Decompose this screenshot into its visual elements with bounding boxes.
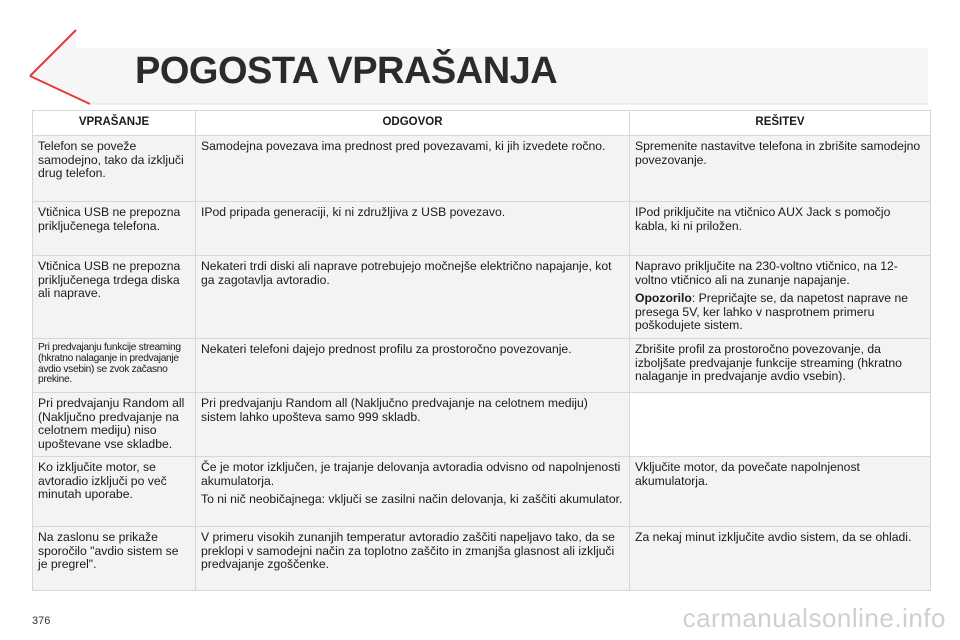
table-row (33, 527, 931, 591)
solution-cell: Spremenite nastavitve telefona in zbrišite samodejno povezovanje. (630, 136, 931, 202)
page-title: POGOSTA VPRAŠANJA (135, 50, 558, 92)
question-cell: Ko izklјučite motor, se avtoradio izklјuči po več minutah uporabe. (33, 457, 196, 527)
question-cell: Vtičnica USB ne prepozna priključenega trdega diska ali naprave. (33, 256, 196, 339)
solution-cell: Vklјučite motor, da povečate napolnjenost akumulatorja. (630, 457, 931, 527)
header-answer: ODGOVOR (196, 111, 630, 136)
answer-cell: Pri predvajanju Random all (Naključno predvajanje na celotnem mediju) sistem lahko upošteva samo 999 skladb. (196, 393, 630, 457)
page-number: 376 (32, 615, 51, 627)
solution-cell: Napravo priključite na 230-voltno vtičnico, na 12-voltno vtičnico ali na zunanje napajanje. Opozorilo: Prepričajte se, da napetost naprave ne presega 5V, ker lahko v nasprotnem primeru poškodujete sistem. (630, 256, 931, 339)
answer-cell: Samodejna povezava ima prednost pred povezavami, ki jih izvedete ročno. (196, 136, 630, 202)
watermark: carmanualsonline.info (682, 603, 946, 633)
warning-text: : Prepričajte se, da napetost naprave ne presega 5V, ker lahko v nasprotnem primeru poškodujete sistem. (635, 291, 909, 332)
answer-cell: Nekateri telefoni dajejo prednost profilu za prostoročno povezovanje. (196, 339, 630, 393)
question-cell: Vtičnica USB ne prepozna priključenega telefona. (33, 202, 196, 256)
header-question: VPRAŠANJE (33, 111, 196, 136)
table-row (33, 457, 931, 527)
table-row (33, 202, 931, 256)
faq-table (32, 110, 931, 591)
answer-cell: V primeru visokih zunanjih temperatur avtoradio zaščiti napeljavo tako, da se preklopi v samodejni način za toplotno zaščito in zmanjša glasnost ali izklјuči predvajanje zgoščenke. (196, 527, 630, 591)
table-row (33, 393, 931, 457)
table-row (33, 256, 931, 339)
question-cell: Pri predvajanju Random all (Naključno predvajanje na celotnem mediju) niso upoštevane vse skladbe. (33, 393, 196, 457)
solution-cell (630, 393, 931, 457)
question-cell: Pri predvajanju funkcije streaming (hkratno nalaganje in predvajanje avdio vsebin) se zvok začasno prekine. (33, 339, 196, 393)
answer-cell: Če je motor izklјučen, je trajanje delovanja avtoradia odvisno od napolnjenosti akumulatorja. To ni nič neobičajnega: vklјuči se zasilni način delovanja, ki zaščiti akumulator. (196, 457, 630, 527)
solution-cell: Zbrišite profil za prostoročno povezovanje, da izboljšate predvajanje funkcije streaming (hkratno nalaganje in predvajanje avdio vsebin). (630, 339, 931, 393)
question-cell: Telefon se poveže samodejno, tako da izklјuči drug telefon. (33, 136, 196, 202)
table-row (33, 136, 931, 202)
header-solution: REŠITEV (630, 111, 931, 136)
answer-cell: Nekateri trdi diski ali naprave potrebujejo močnejše električno napajanje, kot ga zagotavlja avtoradio. (196, 256, 630, 339)
table-header-row (33, 111, 931, 136)
table-row (33, 339, 931, 393)
answer-cell: IPod pripada generaciji, ki ni združljiva z USB povezavo. (196, 202, 630, 256)
solution-cell: Za nekaj minut izklјučite avdio sistem, da se ohladi. (630, 527, 931, 591)
warning-label: Opozorilo (635, 291, 692, 305)
solution-cell: IPod priklјučite na vtičnico AUX Jack s pomočjo kabla, ki ni priložen. (630, 202, 931, 256)
question-cell: Na zaslonu se prikaže sporočilo "avdio sistem se je pregrel". (33, 527, 196, 591)
